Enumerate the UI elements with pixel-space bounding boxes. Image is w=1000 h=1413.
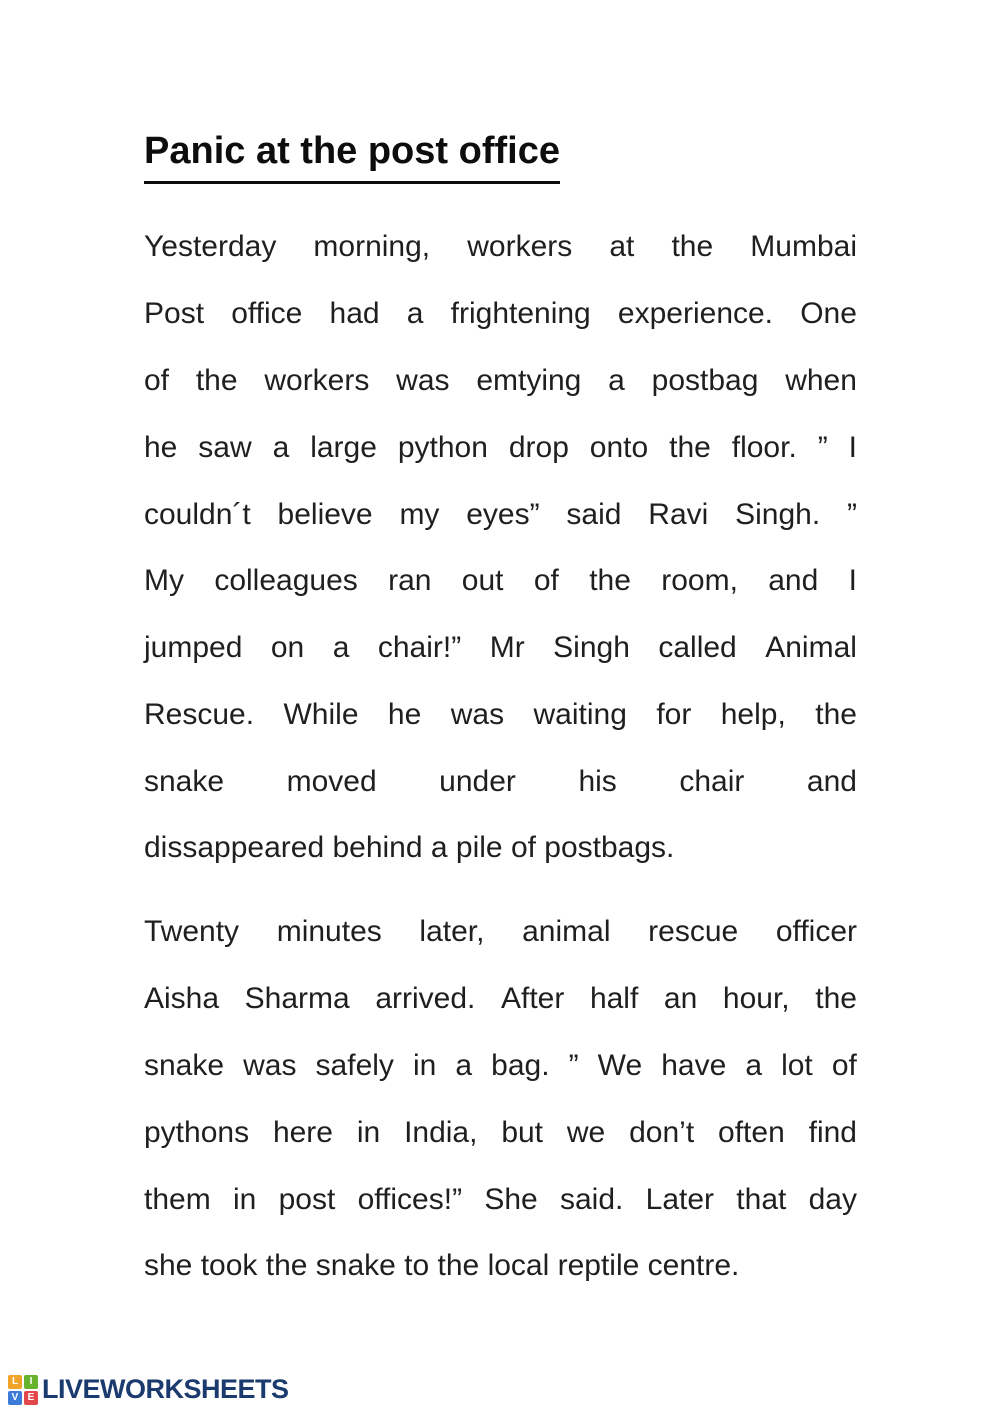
word: in xyxy=(356,1115,381,1149)
word: the xyxy=(815,982,857,1016)
word: a xyxy=(455,1048,473,1082)
word: Mumbai xyxy=(750,230,857,264)
word: morning, xyxy=(313,230,431,264)
word: said xyxy=(566,497,622,531)
word: the xyxy=(815,697,857,731)
word: don’t xyxy=(629,1115,695,1149)
word: help, xyxy=(720,697,786,731)
word: and xyxy=(806,764,857,798)
word: Twenty xyxy=(144,915,240,949)
word: the xyxy=(671,230,714,264)
page-title xyxy=(144,130,560,184)
word: moved xyxy=(286,764,377,798)
word: was xyxy=(396,363,450,397)
text-line xyxy=(144,1033,857,1100)
word: workers xyxy=(264,363,370,397)
logo-tile-e: E xyxy=(24,1391,38,1405)
text-line: dissappeared behind a pile of postbags. xyxy=(144,831,675,865)
word: on xyxy=(270,631,305,665)
text-line xyxy=(144,281,857,348)
word: at xyxy=(609,230,635,264)
word: She xyxy=(484,1182,538,1216)
word: emtying xyxy=(476,363,582,397)
word: out xyxy=(461,564,504,598)
word: pythons xyxy=(144,1115,250,1149)
word: large xyxy=(310,430,377,464)
word: had xyxy=(329,297,380,331)
word: offices!” xyxy=(357,1182,463,1216)
text-line xyxy=(144,682,857,749)
word: my xyxy=(399,497,440,531)
word: Rescue. xyxy=(144,697,255,731)
word: animal xyxy=(522,915,611,949)
word: floor. xyxy=(731,430,797,464)
word: but xyxy=(501,1115,544,1149)
word: have xyxy=(661,1048,727,1082)
word: Singh. xyxy=(735,497,821,531)
word: Aisha xyxy=(144,982,220,1016)
text-line xyxy=(144,214,857,281)
word: Mr xyxy=(489,631,525,665)
word: and xyxy=(768,564,819,598)
word: room, xyxy=(661,564,738,598)
logo-tile-v: V xyxy=(8,1391,22,1405)
word: he xyxy=(144,430,178,464)
word: Post xyxy=(144,297,205,331)
word: onto xyxy=(589,430,649,464)
word: a xyxy=(406,297,424,331)
text-line xyxy=(144,548,857,615)
word: I xyxy=(848,564,857,598)
word: I xyxy=(848,430,857,464)
word: a xyxy=(745,1048,763,1082)
text-line xyxy=(144,414,857,481)
word: was xyxy=(243,1048,297,1082)
word: drop xyxy=(508,430,569,464)
liveworksheets-wordmark: LIVEWORKSHEETS xyxy=(42,1374,289,1404)
word: here xyxy=(272,1115,333,1149)
word: the xyxy=(589,564,631,598)
word: experience. xyxy=(617,297,774,331)
word: frightening xyxy=(450,297,591,331)
word: a xyxy=(608,363,625,397)
word: After xyxy=(500,982,565,1016)
text-line xyxy=(144,966,857,1033)
word: rescue xyxy=(648,915,739,949)
word: Sharma xyxy=(244,982,350,1016)
word: officer xyxy=(775,915,857,949)
word: a xyxy=(332,631,350,665)
word: said. xyxy=(560,1182,624,1216)
word: eyes” xyxy=(466,497,540,531)
word: he xyxy=(387,697,422,731)
paragraph xyxy=(144,899,857,1300)
text-line xyxy=(144,348,857,415)
word: One xyxy=(800,297,857,331)
word: chair!” xyxy=(377,631,462,665)
liveworksheets-logo xyxy=(8,1374,289,1405)
word: Animal xyxy=(765,631,857,665)
word: post xyxy=(278,1182,336,1216)
word: Later xyxy=(645,1182,715,1216)
logo-tile-i: I xyxy=(24,1375,38,1389)
word: in xyxy=(412,1048,437,1082)
reading-passage xyxy=(144,214,857,1317)
word: that xyxy=(736,1182,787,1216)
word: ” xyxy=(817,430,828,464)
word: ” xyxy=(568,1048,579,1082)
word: find xyxy=(808,1115,857,1149)
word: a xyxy=(272,430,290,464)
word: later, xyxy=(419,915,485,949)
word: believe xyxy=(277,497,373,531)
word: hour, xyxy=(722,982,790,1016)
text-line xyxy=(144,748,857,815)
word: chair xyxy=(679,764,745,798)
word: snake xyxy=(144,764,225,798)
text-line xyxy=(144,1099,857,1166)
word: While xyxy=(283,697,359,731)
logo-tile-l: L xyxy=(8,1375,22,1389)
text-line xyxy=(144,899,857,966)
word: we xyxy=(566,1115,606,1149)
word: when xyxy=(785,363,857,397)
word: often xyxy=(718,1115,785,1149)
word: called xyxy=(658,631,737,665)
word: saw xyxy=(198,430,252,464)
word: minutes xyxy=(276,915,382,949)
word: couldn´t xyxy=(144,497,251,531)
word: My xyxy=(144,564,184,598)
word: arrived. xyxy=(375,982,476,1016)
text-line xyxy=(144,1166,857,1233)
word: waiting xyxy=(533,697,627,731)
word: lot xyxy=(781,1048,813,1082)
word: We xyxy=(597,1048,643,1082)
text-line: she took the snake to the local reptile centre. xyxy=(144,1248,740,1282)
word: India, xyxy=(404,1115,478,1149)
liveworksheets-icon xyxy=(8,1375,38,1405)
word: safely xyxy=(315,1048,394,1082)
word: was xyxy=(450,697,505,731)
text-line xyxy=(144,481,857,548)
page-title-text: Panic at the post office xyxy=(144,130,560,184)
word: colleagues xyxy=(214,564,358,598)
word: of xyxy=(533,564,559,598)
word: his xyxy=(578,764,617,798)
word: Yesterday xyxy=(144,230,277,264)
word: Singh xyxy=(553,631,630,665)
word: bag. xyxy=(491,1048,550,1082)
word: under xyxy=(439,764,516,798)
word: of xyxy=(831,1048,857,1082)
word: snake xyxy=(144,1048,225,1082)
word: them xyxy=(144,1182,211,1216)
word: python xyxy=(397,430,488,464)
word: the xyxy=(669,430,711,464)
word: workers xyxy=(467,230,573,264)
paragraph xyxy=(144,214,857,882)
word: the xyxy=(195,363,238,397)
word: ” xyxy=(847,497,857,531)
word: ran xyxy=(388,564,432,598)
word: Ravi xyxy=(648,497,709,531)
word: office xyxy=(231,297,303,331)
word: of xyxy=(144,363,170,397)
word: day xyxy=(808,1182,857,1216)
word: an xyxy=(663,982,698,1016)
word: half xyxy=(589,982,639,1016)
word: for xyxy=(656,697,692,731)
word: jumped xyxy=(144,631,243,665)
word: in xyxy=(232,1182,257,1216)
word: postbag xyxy=(651,363,759,397)
text-line xyxy=(144,615,857,682)
